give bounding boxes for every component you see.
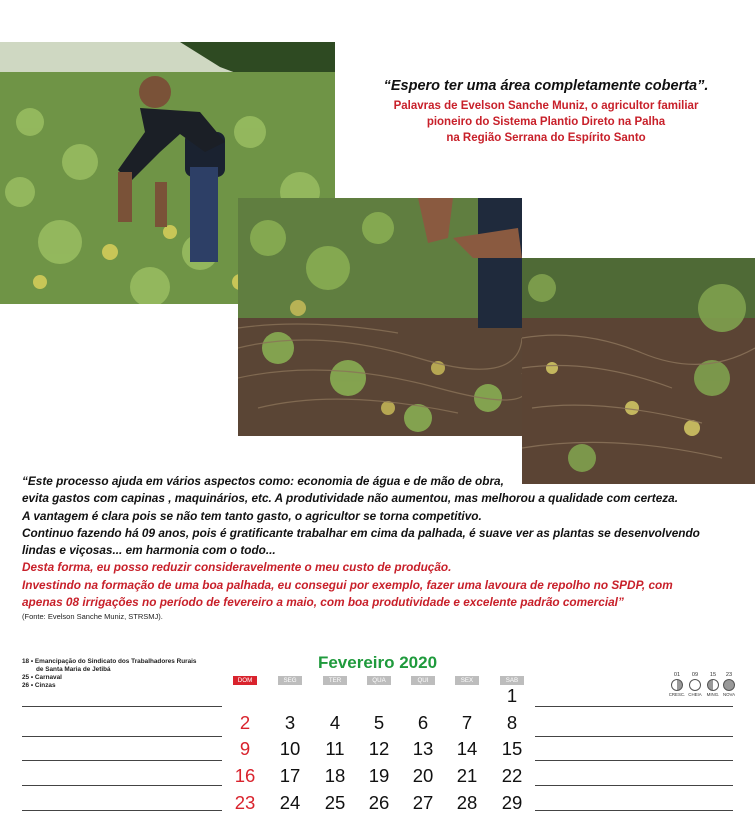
quote-subtitle-line: Palavras de Evelson Sanche Muniz, o agricultor familiar bbox=[393, 100, 699, 112]
note-line bbox=[535, 760, 733, 761]
calendar-day: 19 bbox=[368, 765, 390, 786]
moon-date: 23 bbox=[725, 672, 733, 678]
note-line bbox=[22, 736, 222, 737]
weekday-qua: QUA bbox=[367, 676, 391, 685]
calendar-day: 18 bbox=[324, 765, 346, 786]
calendar-day: 21 bbox=[456, 765, 478, 786]
calendar-day: 7 bbox=[461, 712, 473, 733]
holiday-item bbox=[22, 674, 232, 682]
calendar-day: 29 bbox=[501, 792, 523, 813]
calendar-day: 16 bbox=[234, 765, 256, 786]
photo-soil-closeup bbox=[522, 258, 755, 484]
calendar-day: 4 bbox=[329, 712, 341, 733]
quote-title: “Espero ter uma área completamente coberta”. bbox=[383, 78, 709, 94]
testimonial-line: Continuo fazendo há 09 anos, pois é gratificante trabalhar em cima da palhada, é suave ver as plantas se desenvolvendo bbox=[22, 525, 700, 540]
quote-header bbox=[346, 78, 746, 146]
note-line bbox=[535, 736, 733, 737]
weekday-sab: SAB bbox=[500, 676, 524, 685]
calendar-day: 11 bbox=[325, 738, 345, 759]
weekday-seg: SEG bbox=[278, 676, 302, 685]
testimonial-text bbox=[22, 473, 742, 623]
calendar-day: 10 bbox=[279, 738, 301, 759]
calendar-day: 13 bbox=[412, 738, 434, 759]
moon-date: 15 bbox=[709, 672, 717, 678]
note-line bbox=[535, 810, 733, 811]
note-line bbox=[22, 760, 222, 761]
holiday-day: 26 • bbox=[22, 682, 34, 689]
testimonial-line: lindas e viçosas... em harmonia com o todo... bbox=[22, 543, 276, 558]
calendar-day: 6 bbox=[417, 712, 429, 733]
holiday-text: Emancipação do Sindicato dos Trabalhadores Rurais bbox=[34, 658, 197, 665]
calendar-day: 15 bbox=[501, 738, 523, 759]
moon-phase-new bbox=[720, 672, 738, 697]
weekday-dom: DOM bbox=[233, 676, 257, 685]
holiday-text: de Santa Maria de Jetibá bbox=[36, 666, 111, 673]
calendar-day: 24 bbox=[279, 792, 301, 813]
holiday-text: Carnaval bbox=[34, 674, 62, 681]
testimonial-line: “Este processo ajuda em vários aspectos como: economia de água e de mão de obra, bbox=[22, 474, 504, 488]
testimonial-line-highlight: apenas 08 irrigações no período de fevereiro a maio, com boa produtividade e excelente padrão comercial” bbox=[22, 595, 624, 610]
moon-date: 01 bbox=[673, 672, 681, 678]
testimonial-line-highlight: Desta forma, eu posso reduzir consideravelmente o meu custo de produção. bbox=[22, 560, 452, 575]
testimonial-line: evita gastos com capinas , maquinários, etc. A produtividade não aumentou, mas melhorou a qualidade com certeza. bbox=[22, 491, 678, 506]
note-line bbox=[535, 785, 733, 786]
calendar-day: 2 bbox=[239, 712, 251, 733]
calendar-day: 12 bbox=[368, 738, 390, 759]
moon-phase-crescent bbox=[668, 672, 686, 697]
weekday-qui: QUI bbox=[411, 676, 435, 685]
calendar-day: 22 bbox=[501, 765, 523, 786]
moon-label: NOVA bbox=[722, 692, 736, 697]
weekday-sex: SEX bbox=[455, 676, 479, 685]
moon-phase-full bbox=[686, 672, 704, 697]
note-line bbox=[22, 810, 222, 811]
holiday-text: Cinzas bbox=[34, 682, 56, 689]
calendar-day: 28 bbox=[456, 792, 478, 813]
calendar-day: 14 bbox=[456, 738, 478, 759]
source-note: (Fonte: Evelson Sanche Muniz, STRSMJ). bbox=[22, 612, 163, 622]
calendar-day: 26 bbox=[368, 792, 390, 813]
holiday-item bbox=[22, 682, 232, 690]
photo-mulch-closeup bbox=[238, 198, 522, 436]
calendar-day: 8 bbox=[506, 712, 518, 733]
moon-label: CHEIA bbox=[688, 692, 702, 697]
calendar-day: 17 bbox=[279, 765, 301, 786]
note-line bbox=[22, 785, 222, 786]
testimonial-line: A vantagem é clara pois se não tem tanto gasto, o agricultor se torna competitivo. bbox=[22, 508, 482, 523]
quote-subtitle bbox=[346, 98, 746, 146]
full-moon-icon bbox=[689, 679, 701, 691]
calendar-day: 20 bbox=[412, 765, 434, 786]
moon-label: CRESC. bbox=[668, 692, 686, 697]
moon-date: 09 bbox=[691, 672, 699, 678]
quote-subtitle-line: na Região Serrana do Espírito Santo bbox=[446, 132, 646, 144]
waxing-moon-icon bbox=[671, 679, 683, 691]
quote-subtitle-line: pioneiro do Sistema Plantio Direto na Palha bbox=[426, 116, 666, 128]
calendar-day: 1 bbox=[506, 685, 518, 706]
new-moon-icon bbox=[723, 679, 735, 691]
calendar-day: 23 bbox=[234, 792, 256, 813]
calendar-day: 9 bbox=[239, 738, 251, 759]
note-line bbox=[535, 706, 733, 707]
calendar-day: 3 bbox=[284, 712, 296, 733]
weekday-ter: TER bbox=[323, 676, 347, 685]
testimonial-line-highlight: Investindo na formação de uma boa palhada, eu consegui por exemplo, fazer uma lavoura de repolho no SPDP, com bbox=[22, 577, 673, 592]
calendar-title: Fevereiro 2020 bbox=[317, 653, 438, 672]
holiday-day: 18 • bbox=[22, 658, 34, 665]
note-line bbox=[22, 706, 222, 707]
calendar-day: 5 bbox=[373, 712, 385, 733]
calendar-day: 27 bbox=[412, 792, 434, 813]
waning-moon-icon bbox=[707, 679, 719, 691]
calendar-day: 25 bbox=[324, 792, 346, 813]
holiday-day: 25 • bbox=[22, 674, 34, 681]
moon-label: MING. bbox=[706, 692, 720, 697]
